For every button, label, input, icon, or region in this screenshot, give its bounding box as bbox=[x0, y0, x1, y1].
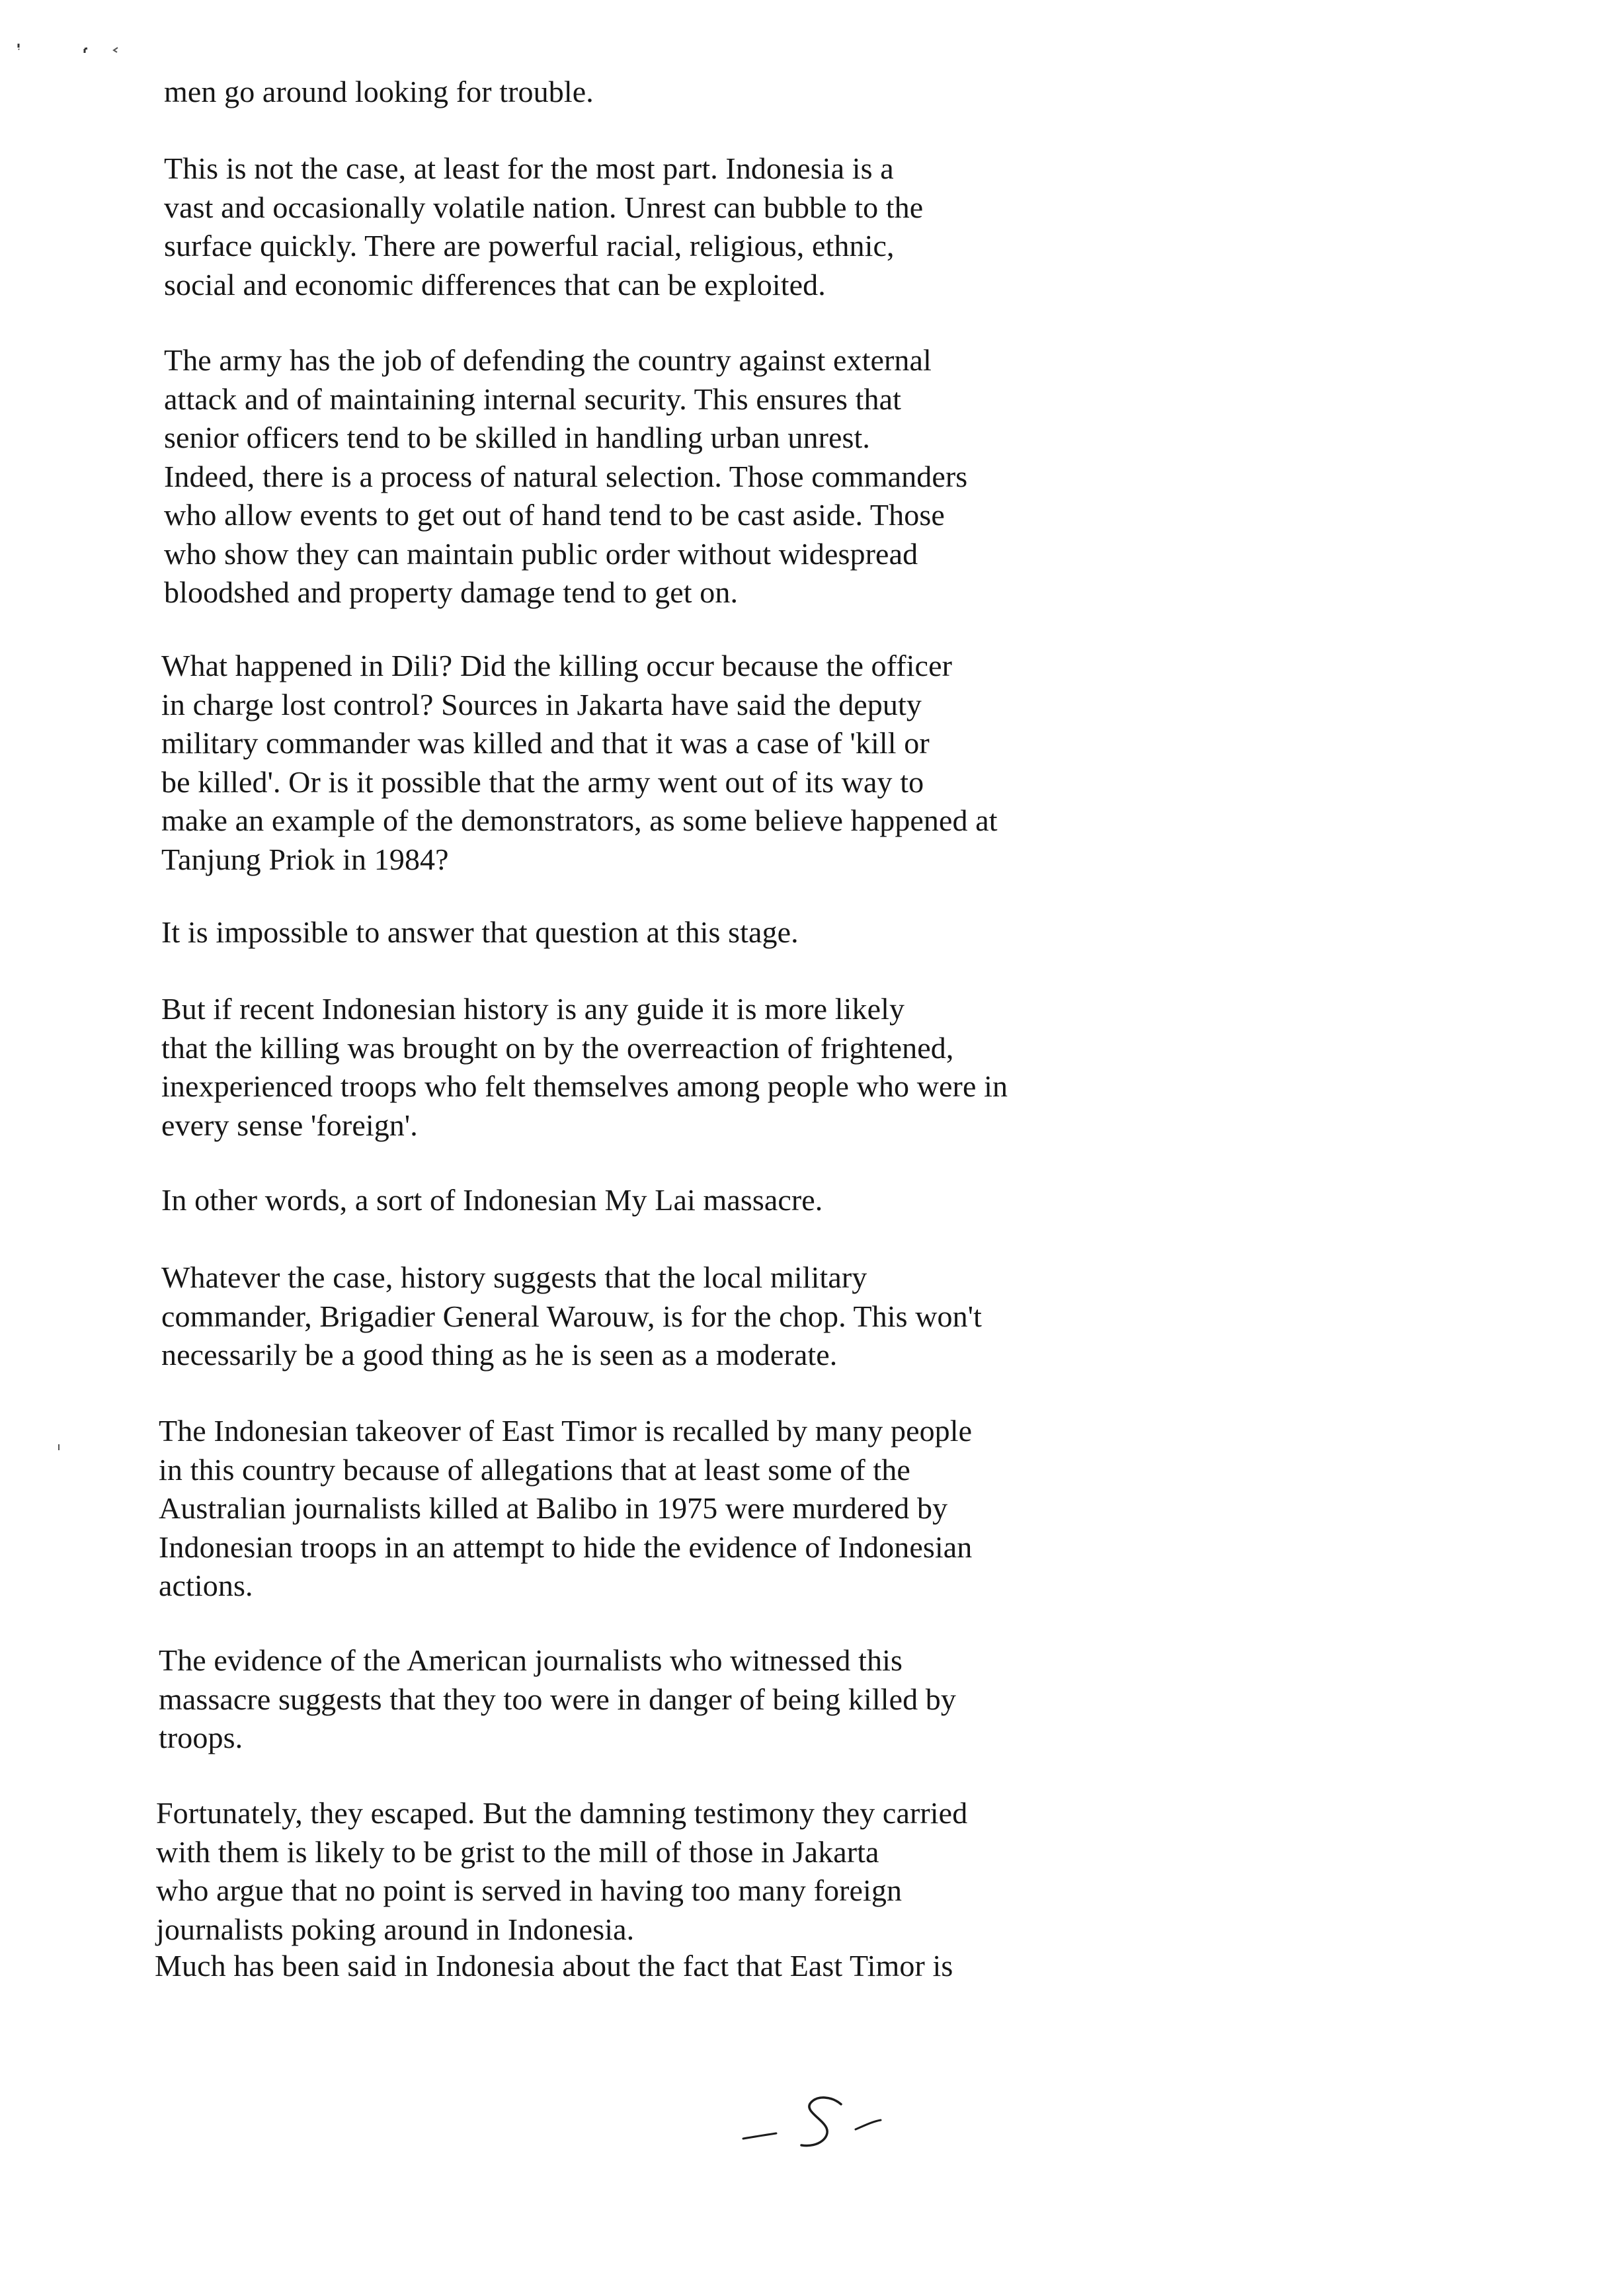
handwritten-page-number bbox=[734, 2083, 906, 2156]
paragraph-7: In other words, a sort of Indonesian My Lai massacre. bbox=[161, 1183, 823, 1217]
paragraph-6: But if recent Indonesian history is any guide it is more likely that the killing was brought on by the overreaction of frightened, inexperienced troops who felt themselves among people who were in every sense 'foreign'. bbox=[161, 992, 1008, 1142]
paragraph-2: This is not the case, at least for the most part. Indonesia is a vast and occasionally volatile nation. Unrest can bubble to the surface quickly. There are powerful racial, religious, ethnic, social and economic differences that can be exploited. bbox=[164, 151, 924, 302]
paragraph-10: The evidence of the American journalists who witnessed this massacre suggests that they too were in danger of being killed by troops. bbox=[159, 1643, 957, 1754]
margin-mark bbox=[56, 1442, 62, 1455]
scan-artifact-marks bbox=[13, 40, 145, 66]
paragraph-1: men go around looking for trouble. bbox=[164, 75, 594, 108]
paragraph-9: The Indonesian takeover of East Timor is recalled by many people in this country because of allegations that at least some of the Australian journalists killed at Balibo in 1975 were murdered by Indonesian troops in an attempt to hide the evidence of Indonesian actions. bbox=[159, 1414, 973, 1602]
paragraph-11: Fortunately, they escaped. But the damning testimony they carried with them is likely to be grist to the mill of those in Jakarta who argue that no point is served in having too many foreign journalists poking around in Indonesia. bbox=[156, 1796, 968, 1946]
paragraph-4: What happened in Dili? Did the killing occur because the officer in charge lost control? Sources in Jakarta have said the deputy military commander was killed and that it was a case of 'kill or be killed'. Or is it possible that the army went out of its way to make an example of the demonstrators, as some believe happened at Tanjung Priok in 1984? bbox=[161, 649, 998, 876]
paragraph-12: Much has been said in Indonesia about the fact that East Timor is bbox=[155, 1949, 953, 1983]
paragraph-3: The army has the job of defending the country against external attack and of maintaining internal security. This ensures that senior officers tend to be skilled in handling urban unrest. Indeed, there is a process of natural selection. Those commanders who allow events to get out of hand tend to be cast aside. Those who show they can maintain public order without widespread bloodshed and property damage tend to get on. bbox=[164, 343, 968, 609]
paragraph-8: Whatever the case, history suggests that the local military commander, Brigadier General Warouw, is for the chop. This won't necessarily be a good thing as he is seen as a moderate. bbox=[161, 1260, 983, 1372]
paragraph-5: It is impossible to answer that question at this stage. bbox=[161, 915, 799, 949]
